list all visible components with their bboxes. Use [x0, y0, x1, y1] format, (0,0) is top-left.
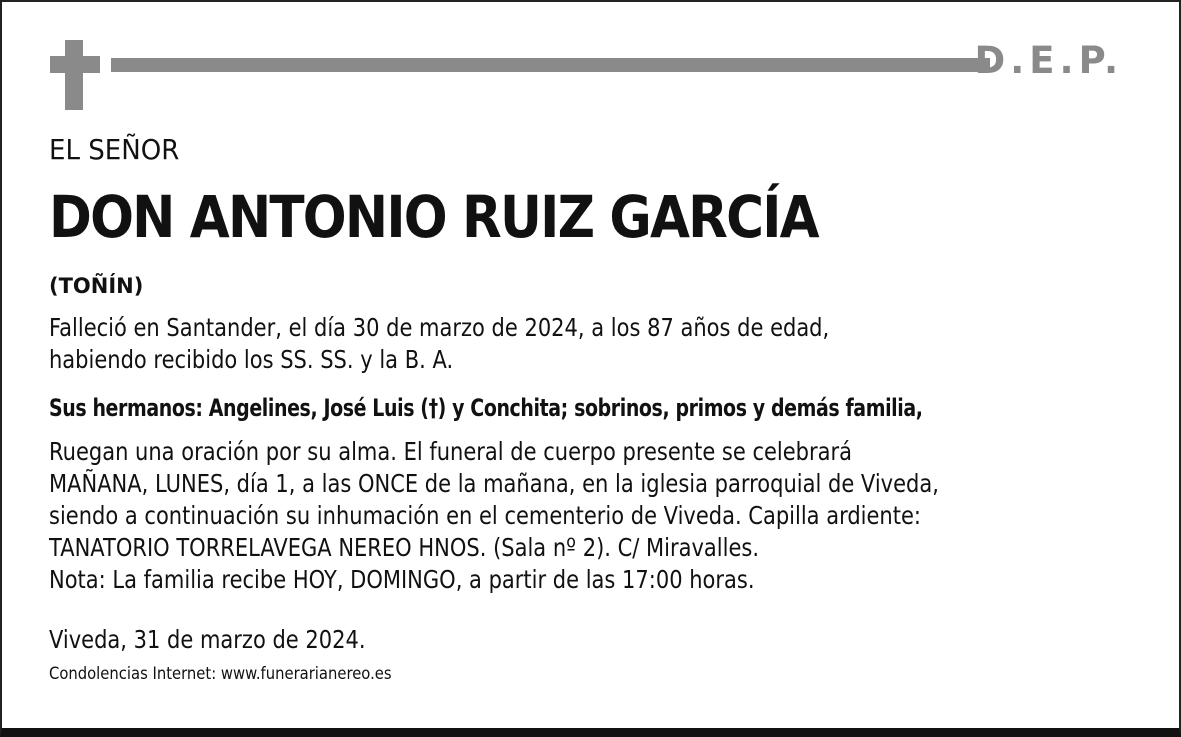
funeral-line: TANATORIO TORRELAVEGA NEREO HNOS. (Sala nº 2). C/ Miravalles. — [49, 533, 759, 562]
death-notice-line: habiendo recibido los SS. SS. y la B. A. — [49, 345, 454, 374]
death-notice-line: Falleció en Santander, el día 30 de marzo de 2024, a los 87 años de edad, — [49, 313, 830, 342]
dep-label: D.E.P. — [974, 39, 1123, 82]
deceased-name: DON ANTONIO RUIZ GARCÍA — [49, 183, 818, 251]
cross-icon — [65, 40, 83, 110]
funeral-line: Nota: La familia recibe HOY, DOMINGO, a partir de las 17:00 horas. — [49, 565, 755, 594]
funeral-line: siendo a continuación su inhumación en el cementerio de Viveda. Capilla ardiente: — [49, 501, 921, 530]
header-rule — [111, 58, 990, 72]
funeral-line: Ruegan una oración por su alma. El funeral de cuerpo presente se celebrará — [49, 437, 853, 466]
death-notice-paragraph — [49, 312, 829, 376]
funeral-paragraph — [49, 436, 939, 596]
condolences-link: Condolencias Internet: www.funerarianereo.es — [49, 664, 392, 684]
funeral-line: MAÑANA, LUNES, día 1, a las ONCE de la mañana, en la iglesia parroquial de Viveda, — [49, 469, 939, 498]
deceased-nickname: (TOÑÍN) — [49, 274, 144, 298]
family-list: Sus hermanos: Angelines, José Luis (†) y Conchita; sobrinos, primos y demás familia, — [49, 394, 923, 422]
deceased-title: EL SEÑOR — [49, 133, 180, 166]
place-date: Viveda, 31 de marzo de 2024. — [49, 625, 366, 654]
cross-icon-bar — [50, 56, 100, 73]
